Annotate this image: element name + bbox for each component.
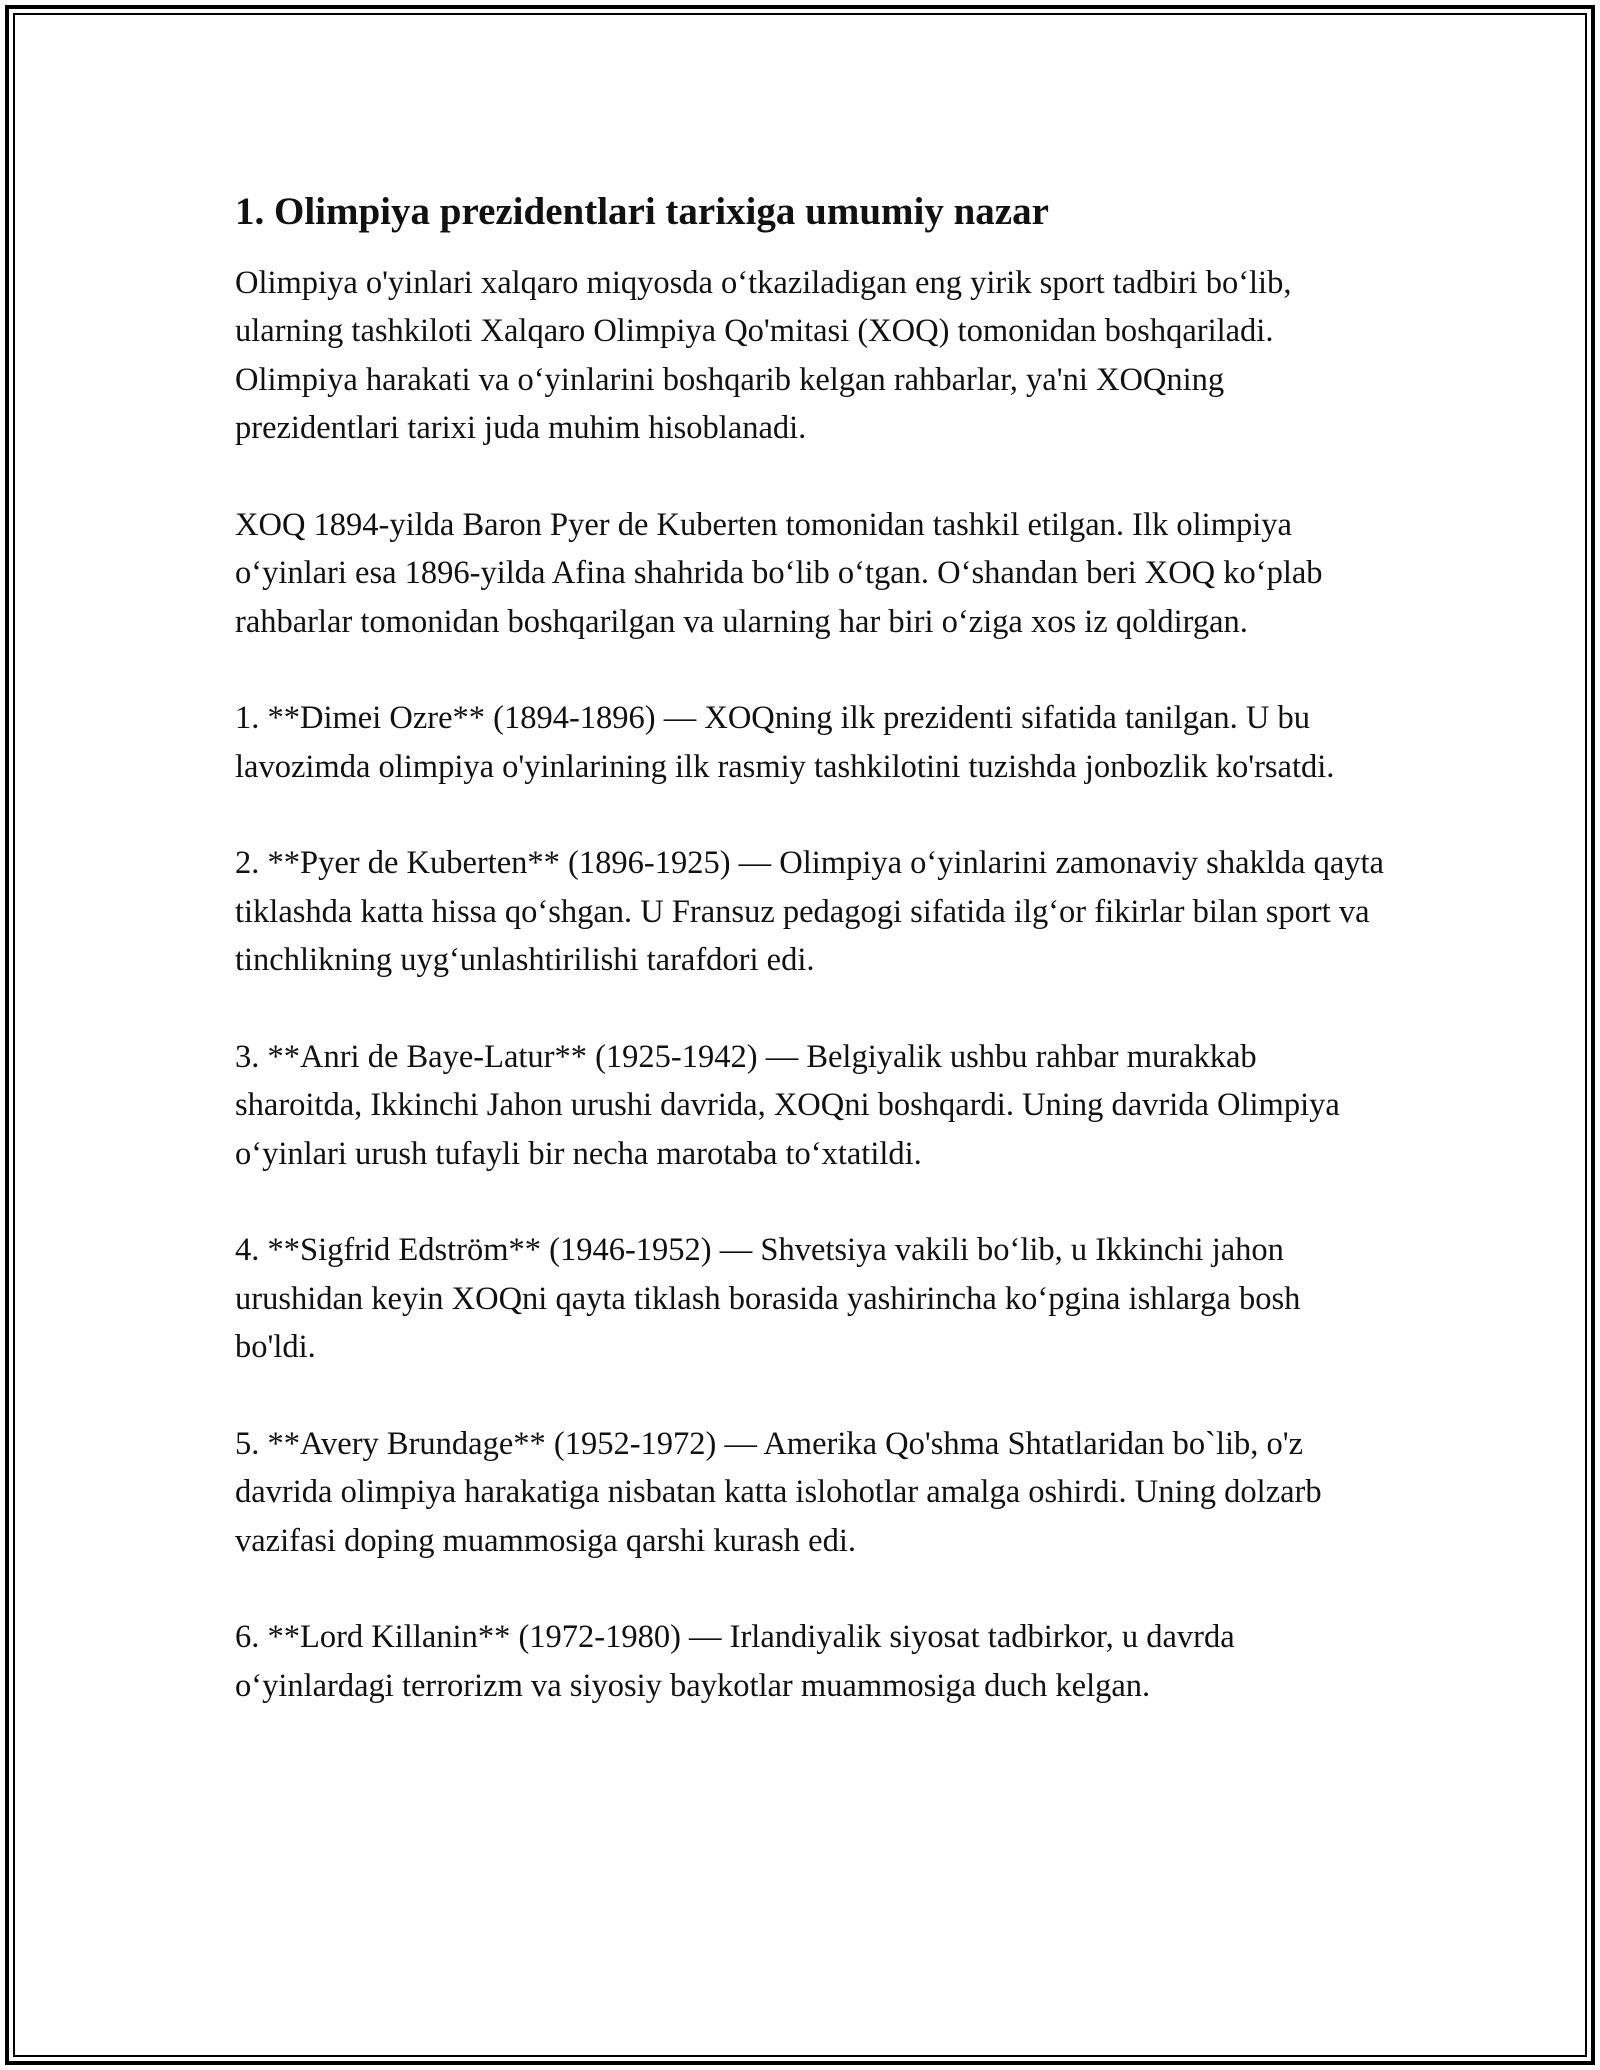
president-entry-1: 1. **Dimei Ozre** (1894-1896) — XOQning ilk prezidenti sifatida tanilgan. U bu lavozimda olimpiya o'yinlarining ilk rasmiy tashkilotini tuzishda jonbozlik ko'rsatdi. xyxy=(235,700,1335,785)
president-entry-4: 4. **Sigfrid Edström** (1946-1952) — Shvetsiya vakili bo‘lib, u Ikkinchi jahon urushidan keyin XOQni qayta tiklash borasida yashirincha ko‘pgina ishlarga bosh bo'ldi. xyxy=(235,1232,1301,1366)
president-entry-2: 2. **Pyer de Kuberten** (1896-1925) — Olimpiya o‘yinlarini zamonaviy shaklda qayta tiklashda katta hissa qo‘shgan. U Fransuz pedagogi sifatida ilg‘or fikirlar bilan sport va tinchlikning uyg‘unlashtirilishi tarafdori edi. xyxy=(235,845,1384,979)
intro-paragraph: Olimpiya o'yinlari xalqaro miqyosda o‘tkaziladigan eng yirik sport tadbiri bo‘lib, ularning tashkiloti Xalqaro Olimpiya Qo'mitasi (XOQ) tomonidan boshqariladi. Olimpiya harakati va o‘yinlarini boshqarib kelgan rahbarlar, ya'ni XOQning prezidentlari tarixi juda muhim hisoblanadi. xyxy=(235,264,1292,447)
document-body xyxy=(235,188,1385,1758)
president-entry-6: 6. **Lord Killanin** (1972-1980) — Irlandiyalik siyosat tadbirkor, u davrda o‘yinlardagi terrorizm va siyosiy baykotlar muammosiga duch kelgan. xyxy=(235,1619,1235,1704)
president-entry-3: 3. **Anri de Baye-Latur** (1925-1942) — Belgiyalik ushbu rahbar murakkab sharoitda, Ikkinchi Jahon urushi davrida, XOQni boshqardi. Uning davrida Olimpiya o‘yinlari urush tufayli bir necha marotaba to‘xtatildi. xyxy=(235,1038,1340,1172)
history-paragraph: XOQ 1894-yilda Baron Pyer de Kuberten tomonidan tashkil etilgan. Ilk olimpiya o‘yinlari esa 1896-yilda Afina shahrida bo‘lib o‘tgan. O‘shandan beri XOQ ko‘plab rahbarlar tomonidan boshqarilgan va ularning har biri o‘ziga xos iz qoldirgan. xyxy=(235,506,1323,640)
document-title: 1. Olimpiya prezidentlari tarixiga umumiy nazar xyxy=(235,190,1049,233)
president-entry-5: 5. **Avery Brundage** (1952-1972) — Amerika Qo'shma Shtatlaridan bo`lib, o'z davrida olimpiya harakatiga nisbatan katta islohotlar amalga oshirdi. Uning dolzarb vazifasi doping muammosiga qarshi kurash edi. xyxy=(235,1425,1322,1559)
